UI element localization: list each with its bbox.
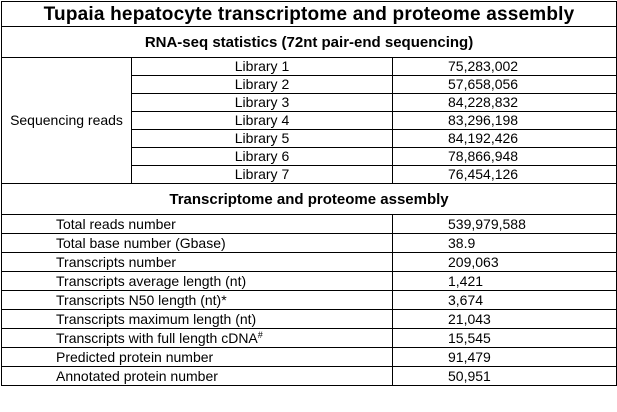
assembly-metric-label — [2, 215, 393, 234]
library-value: 84,192,426 — [393, 130, 617, 148]
assembly-metric-text: Predicted protein number — [56, 348, 214, 365]
library-name: Library 1 — [132, 58, 393, 76]
table-row — [2, 58, 617, 76]
assembly-metric-text: Annotated protein number — [56, 367, 218, 384]
assembly-metric-label — [2, 234, 393, 253]
assembly-metric-value: 38.9 — [393, 234, 617, 253]
assembly-metric-value: 15,545 — [393, 329, 617, 348]
assembly-metric-value: 209,063 — [393, 253, 617, 272]
table-row — [2, 329, 617, 348]
assembly-metric-value: 539,979,588 — [393, 215, 617, 234]
library-value: 76,454,126 — [393, 166, 617, 184]
library-name: Library 7 — [132, 166, 393, 184]
stats-table-container — [1, 1, 616, 410]
assembly-metric-text: Transcripts with full length cDNA — [56, 329, 258, 346]
assembly-metric-text: Total base number (Gbase) — [56, 234, 226, 251]
assembly-metric-label — [2, 291, 393, 310]
library-value: 83,296,198 — [393, 112, 617, 130]
assembly-metric-label — [2, 310, 393, 329]
assembly-metric-label — [2, 348, 393, 367]
table-row — [2, 272, 617, 291]
table-row — [2, 310, 617, 329]
table-row — [2, 234, 617, 253]
library-value: 75,283,002 — [393, 58, 617, 76]
library-value: 78,866,948 — [393, 148, 617, 166]
table-row — [2, 367, 617, 386]
assembly-metric-label — [2, 329, 393, 348]
assembly-metric-text: Transcripts N50 length (nt)* — [56, 291, 227, 308]
assembly-metric-label — [2, 367, 393, 386]
assembly-metric-value: 1,421 — [393, 272, 617, 291]
stats-table — [1, 1, 617, 386]
assembly-metric-label — [2, 272, 393, 291]
library-name: Library 2 — [132, 76, 393, 94]
table-title: Tupaia hepatocyte transcriptome and proteome assembly — [2, 2, 617, 27]
footnote-marker: # — [257, 329, 263, 340]
assembly-metric-text: Transcripts average length (nt) — [56, 272, 247, 289]
assembly-metric-value: 3,674 — [393, 291, 617, 310]
assembly-metric-value: 21,043 — [393, 310, 617, 329]
library-value: 57,658,056 — [393, 76, 617, 94]
table-row — [2, 215, 617, 234]
table-row — [2, 253, 617, 272]
library-name: Library 5 — [132, 130, 393, 148]
assembly-metric-text: Transcripts number — [56, 253, 177, 270]
assembly-metric-value: 50,951 — [393, 367, 617, 386]
sequencing-reads-label: Sequencing reads — [2, 58, 132, 184]
assembly-rows — [2, 215, 617, 386]
library-name: Library 6 — [132, 148, 393, 166]
assembly-metric-text: Total reads number — [56, 215, 176, 232]
assembly-metric-text: Transcripts maximum length (nt) — [56, 310, 257, 327]
assembly-metric-value: 91,479 — [393, 348, 617, 367]
rnaseq-heading: RNA-seq statistics (72nt pair-end sequencing) — [2, 27, 617, 58]
assembly-heading: Transcriptome and proteome assembly — [2, 184, 617, 215]
library-name: Library 3 — [132, 94, 393, 112]
library-value: 84,228,832 — [393, 94, 617, 112]
library-name: Library 4 — [132, 112, 393, 130]
table-row — [2, 291, 617, 310]
assembly-metric-label — [2, 253, 393, 272]
table-row — [2, 348, 617, 367]
